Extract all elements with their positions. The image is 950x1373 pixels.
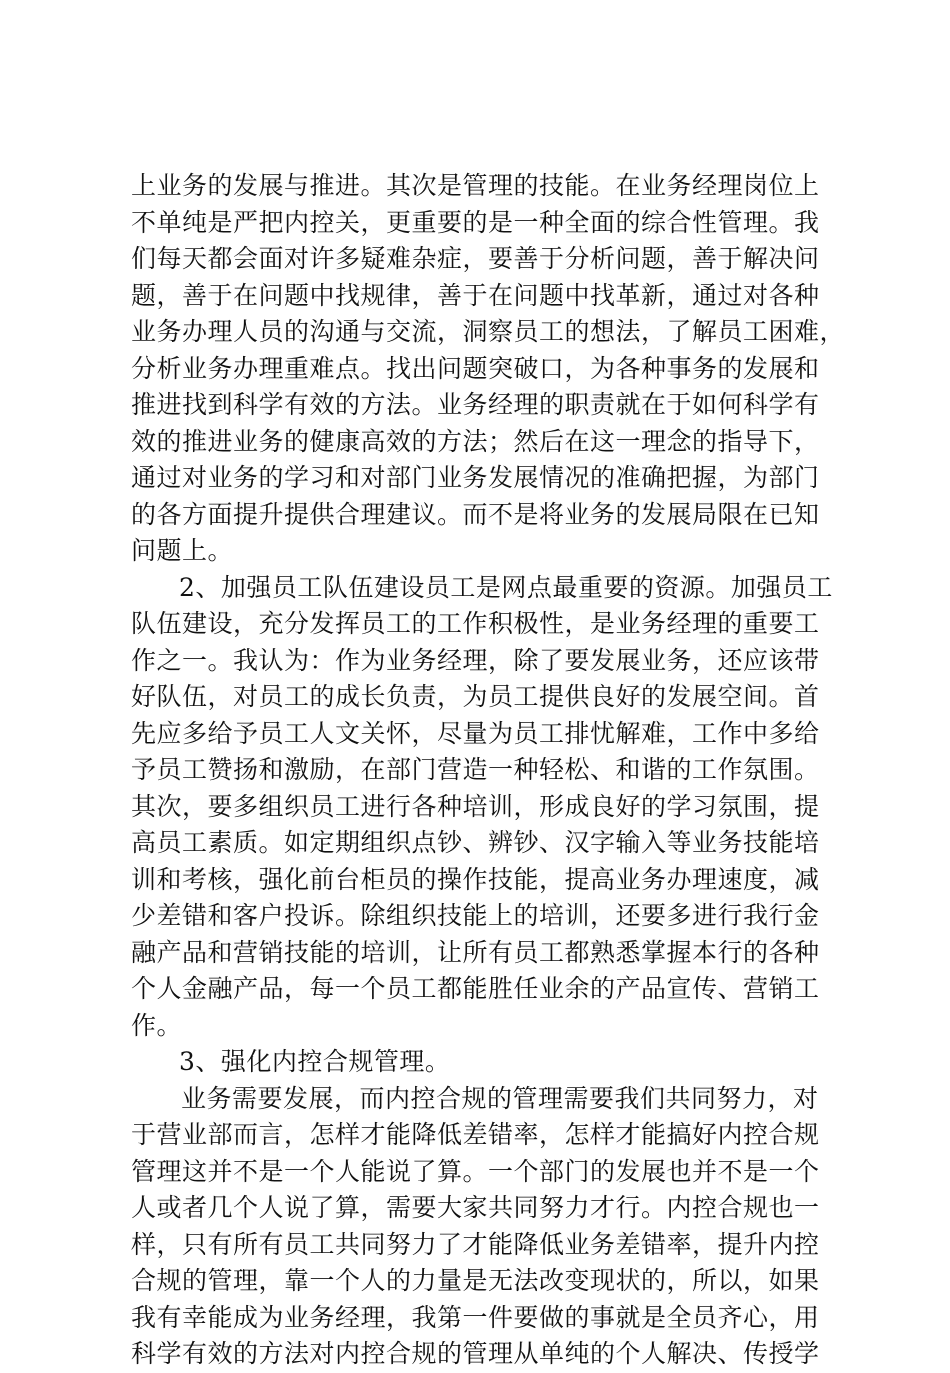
- text-line: 人或者几个人说了算，需要大家共同努力才行。内控合规也一: [131, 1193, 820, 1222]
- text-line: 少差错和客户投诉。除组织技能上的培训，还要多进行我行金: [131, 901, 820, 930]
- text-line: 上业务的发展与推进。其次是管理的技能。在业务经理岗位上: [131, 171, 820, 200]
- text-line: 业务办理人员的沟通与交流，洞察员工的想法，了解员工困难，: [131, 317, 846, 346]
- text-line: 科学有效的方法对内控合规的管理从单纯的个人解决、传授学: [131, 1339, 820, 1368]
- text-line: 管理这并不是一个人能说了算。一个部门的发展也并不是一个: [131, 1156, 820, 1186]
- text-line: 作之一。我认为：作为业务经理，除了要发展业务，还应该带: [131, 645, 820, 675]
- text-line: 队伍建设，充分发挥员工的工作积极性，是业务经理的重要工: [131, 609, 820, 638]
- text-line: 作。: [131, 1010, 183, 1040]
- text-line: 融产品和营销技能的培训，让所有员工都熟悉掌握本行的各种: [131, 937, 820, 967]
- text-line: 于营业部而言，怎样才能降低差错率，怎样才能搞好内控合规: [131, 1120, 820, 1149]
- text-line: 先应多给予员工人文关怀，尽量为员工排忧解难，工作中多给: [131, 718, 820, 748]
- text-line: 分析业务办理重难点。找出问题突破口，为各种事务的发展和: [131, 353, 820, 383]
- text-line: 其次，要多组织员工进行各种培训，形成良好的学习氛围，提: [131, 791, 820, 821]
- text-line: 们每天都会面对许多疑难杂症，要善于分析问题，善于解决问: [131, 244, 820, 273]
- text-line: 我有幸能成为业务经理，我第一件要做的事就是全员齐心，用: [131, 1302, 820, 1332]
- text-line: 效的推进业务的健康高效的方法；然后在这一理念的指导下，: [131, 426, 820, 456]
- text-line: 题，善于在问题中找规律，善于在问题中找革新，通过对各种: [131, 280, 820, 310]
- text-line: 予员工赞扬和激励，在部门营造一种轻松、和谐的工作氛围。: [131, 755, 820, 784]
- text-line: 个人金融产品，每一个员工都能胜任业余的产品宣传、营销工: [131, 974, 820, 1003]
- text-line: 的各方面提升提供合理建议。而不是将业务的发展局限在已知: [131, 499, 820, 529]
- text-line: 通过对业务的学习和对部门业务发展情况的准确把握，为部门: [131, 463, 820, 492]
- text-line: 样，只有所有员工共同努力了才能降低业务差错率，提升内控: [131, 1229, 820, 1259]
- text-line: 业务需要发展，而内控合规的管理需要我们共同努力，对: [181, 1083, 819, 1113]
- body-text: [131, 168, 846, 1373]
- text-line: 问题上。: [131, 536, 234, 565]
- text-line: 高员工素质。如定期组织点钞、辨钞、汉字输入等业务技能培: [131, 828, 820, 857]
- text-line: 训和考核，强化前台柜员的操作技能，提高业务办理速度，减: [131, 864, 820, 894]
- text-line: 好队伍，对员工的成长负责，为员工提供良好的发展空间。首: [131, 682, 820, 711]
- text-line: 推进找到科学有效的方法。业务经理的职责就在于如何科学有: [131, 390, 820, 419]
- text-line: 合规的管理，靠一个人的力量是无法改变现状的，所以，如果: [131, 1266, 820, 1295]
- section-heading: 3、强化内控合规管理。: [179, 1047, 451, 1076]
- section-heading: 2、加强员工队伍建设员工是网点最重要的资源。加强员工: [179, 572, 833, 602]
- text-line: 不单纯是严把内控关，更重要的是一种全面的综合性管理。我: [131, 207, 820, 237]
